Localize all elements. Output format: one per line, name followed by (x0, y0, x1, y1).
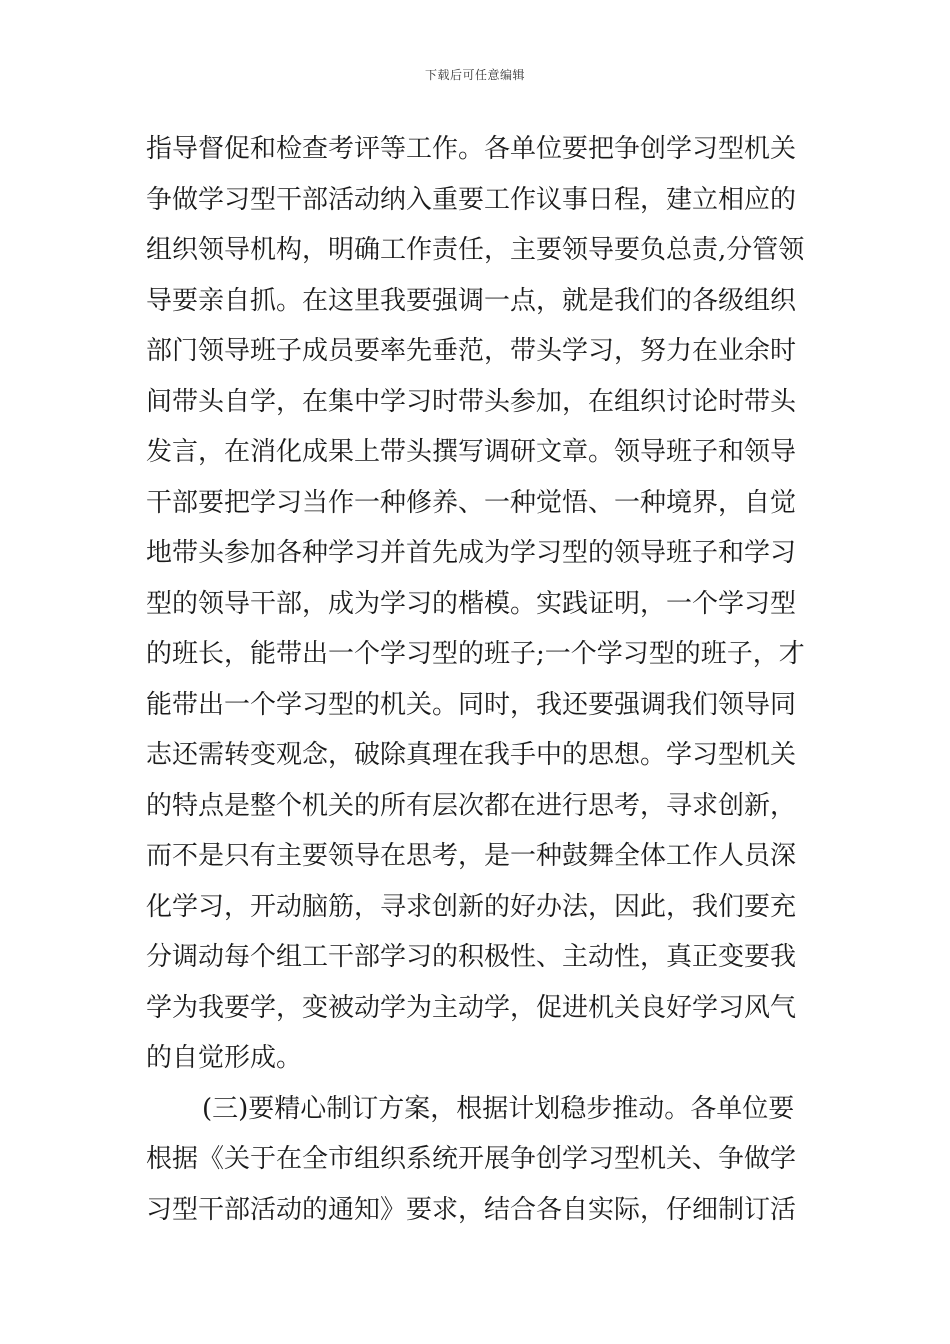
paragraph-2 (146, 1084, 808, 1236)
text-line: 部门领导班子成员要率先垂范，带头学习，努力在业余时 (146, 336, 797, 366)
text-line: 的班长，能带出一个学习型的班子;一个学习型的班子，才 (146, 639, 805, 669)
text-line: 的特点是整个机关的所有层次都在进行思考，寻求创新， (146, 790, 797, 821)
text-line: 干部要把学习当作一种修养、一种觉悟、一种境界，自觉 (146, 487, 797, 518)
page-header: 下载后可任意编辑 (424, 68, 525, 82)
text-line: 发言，在消化成果上带头撰写调研文章。领导班子和领导 (146, 437, 797, 467)
text-line: 能带出一个学习型的机关。同时，我还要强调我们领导同 (146, 689, 797, 720)
text-line: 间带头自学，在集中学习时带头参加，在组织讨论时带头 (146, 386, 797, 417)
text-line: 导要亲自抓。在这里我要强调一点，就是我们的各级组织 (146, 285, 797, 316)
text-line: 的自觉形成。 (146, 1043, 303, 1073)
text-line: 争做学习型干部活动纳入重要工作议事日程，建立相应的 (146, 184, 797, 215)
text-line: 学为我要学，变被动学为主动学，促进机关良好学习风气 (146, 992, 797, 1023)
paragraph-1 (146, 124, 808, 1084)
text-line: 组织领导机构，明确工作责任，主要领导要负总责,分管领 (146, 235, 805, 265)
text-line: (三)要精心制订方案，根据计划稳步推动。各单位要 (202, 1093, 795, 1124)
text-line: 型的领导干部，成为学习的楷模。实践证明，一个学习型 (146, 588, 797, 619)
text-line: 分调动每个组工干部学习的积极性、主动性，真正变要我 (146, 942, 797, 972)
document-body (146, 124, 808, 1235)
text-line: 化学习，开动脑筋，寻求创新的好办法，因此，我们要充 (146, 891, 797, 922)
text-line: 志还需转变观念，破除真理在我手中的思想。学习型机关 (146, 740, 797, 770)
text-line: 指导督促和检查考评等工作。各单位要把争创学习型机关 (146, 134, 797, 164)
text-line: 根据《关于在全市组织系统开展争创学习型机关、争做学 (146, 1144, 797, 1174)
text-line: 习型干部活动的通知》要求，结合各自实际，仔细制订活 (146, 1194, 797, 1225)
text-line: 而不是只有主要领导在思考，是一种鼓舞全体工作人员深 (146, 841, 797, 871)
text-line: 地带头参加各种学习并首先成为学习型的领导班子和学习 (146, 538, 797, 568)
